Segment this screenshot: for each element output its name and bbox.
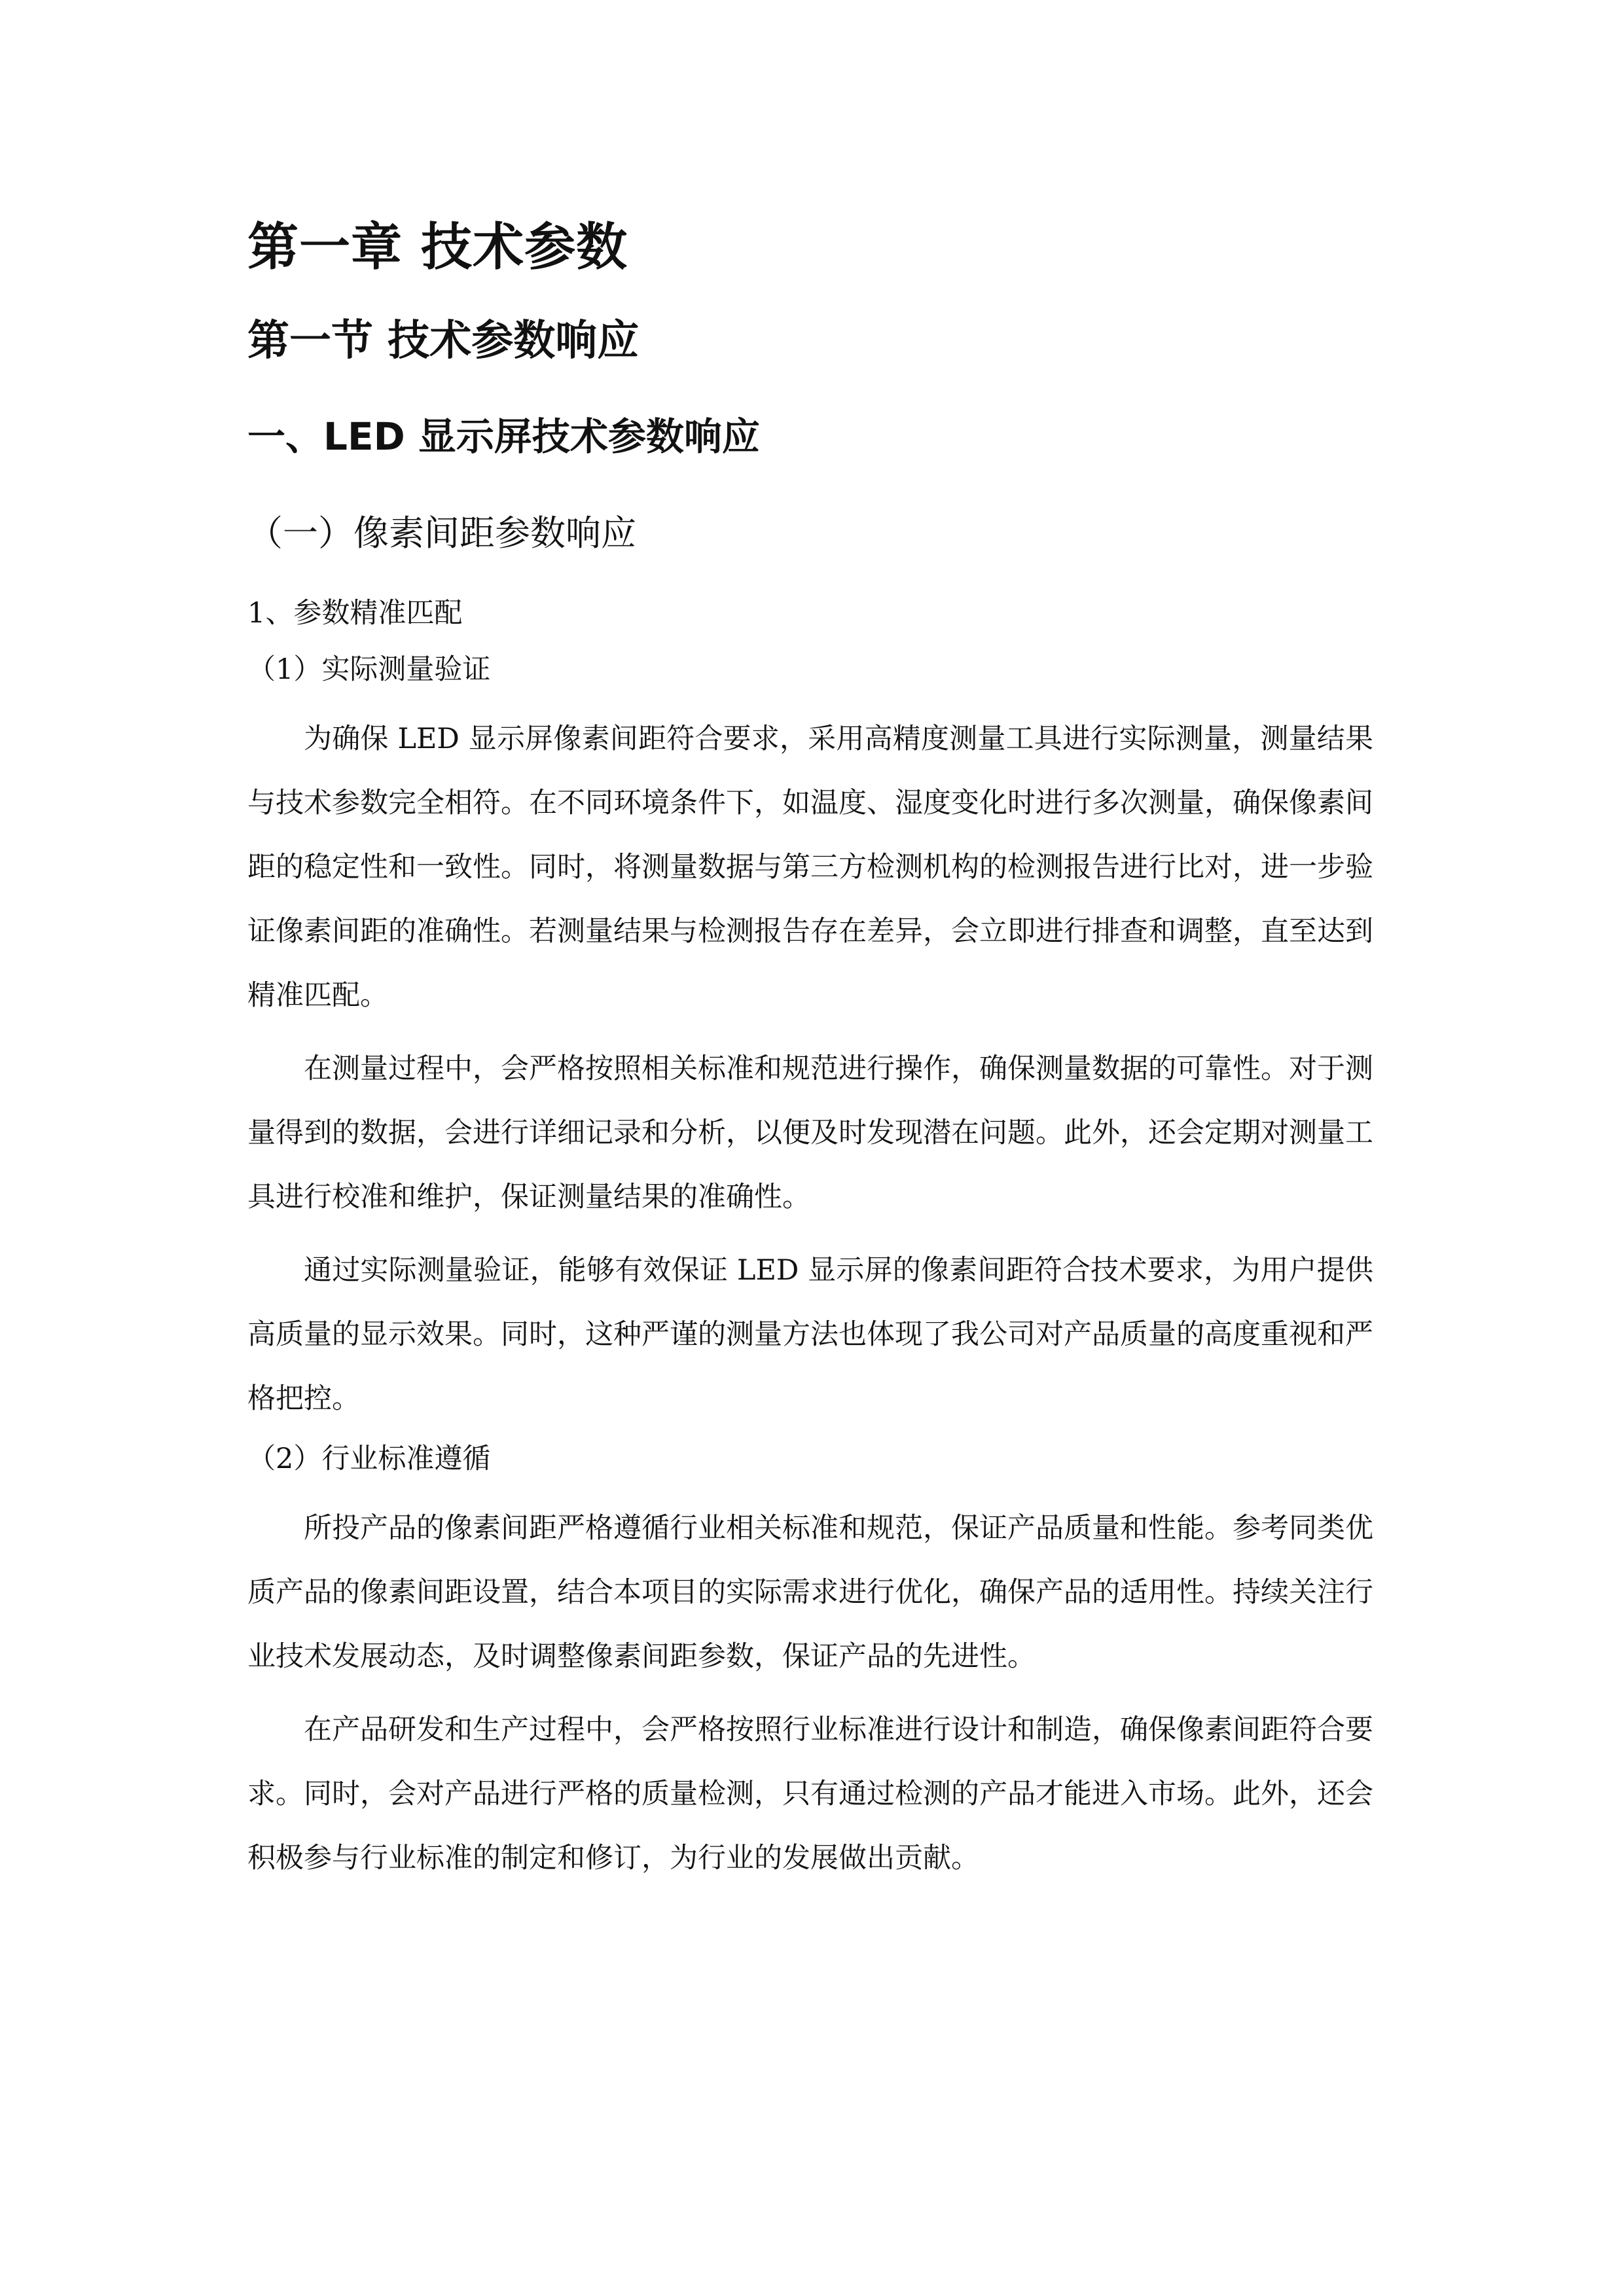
paragraph: 在产品研发和生产过程中，会严格按照行业标准进行设计和制造，确保像素间距符合要求。同时，会对产品进行严格的质量检测，只有通过检测的产品才能进入市场。此外，还会积极参与行业标准的制定和修订，为行业的发展做出贡献。 [247, 1713, 1373, 1874]
topic-title: （一）像素间距参数响应 [247, 512, 636, 554]
paragraph: 在测量过程中，会严格按照相关标准和规范进行操作，确保测量数据的可靠性。对于测量得到的数据，会进行详细记录和分析，以便及时发现潜在问题。此外，还会定期对测量工具进行校准和维护，保证测量结果的准确性。 [247, 1052, 1373, 1213]
block-measurement-verification [247, 641, 1373, 1431]
paragraph: 所投产品的像素间距严格遵循行业相关标准和规范，保证产品质量和性能。参考同类优质产品的像素间距设置，结合本项目的实际需求进行优化，确保产品的适用性。持续关注行业技术发展动态，及时调整像素间距参数，保证产品的先进性。 [247, 1512, 1373, 1673]
subsection-title: 一、LED 显示屏技术参数响应 [247, 414, 760, 459]
section-title: 第一节 技术参数响应 [247, 317, 640, 365]
paragraph: 为确保 LED 显示屏像素间距符合要求，采用高精度测量工具进行实际测量，测量结果与技术参数完全相符。在不同环境条件下，如温度、湿度变化时进行多次测量，确保像素间距的稳定性和一致性。同时，将测量数据与第三方检测机构的检测报告进行比对，进一步验证像素间距的准确性。若测量结果与检测报告存在差异，会立即进行排查和调整，直至达到精准匹配。 [247, 723, 1373, 1012]
item-title: 1、参数精准匹配 [247, 597, 463, 630]
paragraph: 通过实际测量验证，能够有效保证 LED 显示屏的像素间距符合技术要求，为用户提供高质量的显示效果。同时，这种严谨的测量方法也体现了我公司对产品质量的高度重视和严格把控。 [247, 1254, 1373, 1415]
block-industry-standards [247, 1431, 1373, 1890]
block-label: （1）实际测量验证 [247, 653, 491, 686]
chapter-title: 第一章 技术参数 [247, 218, 628, 277]
block-label: （2）行业标准遵循 [247, 1443, 491, 1475]
document-body [247, 208, 1373, 1890]
